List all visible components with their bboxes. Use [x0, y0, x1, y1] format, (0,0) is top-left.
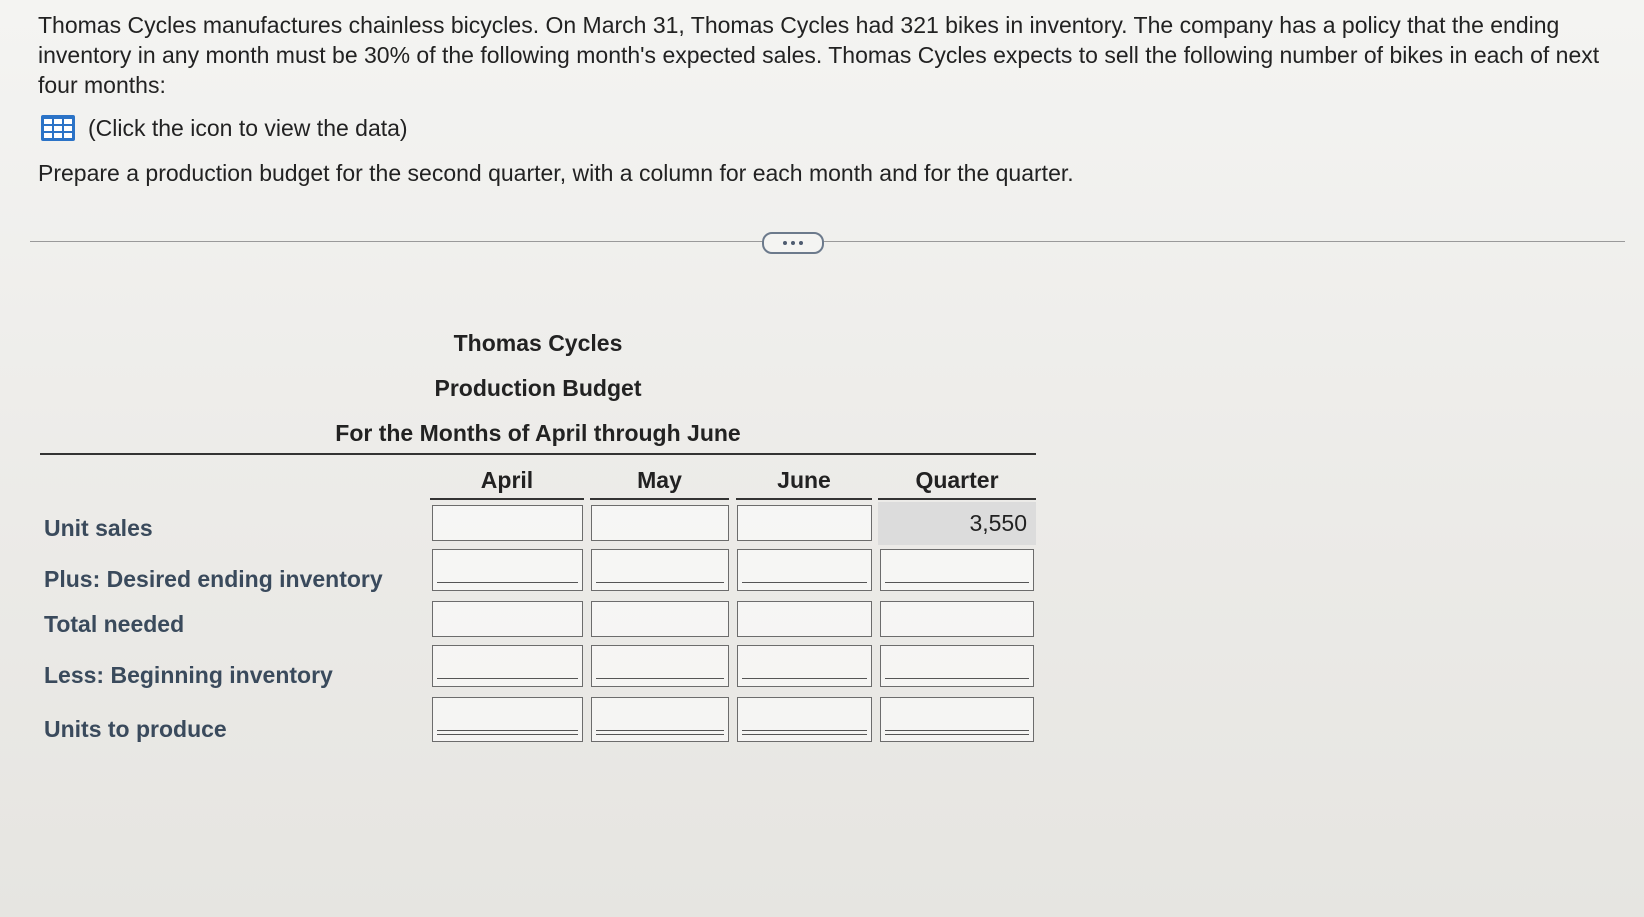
column-header-april: April: [480, 467, 534, 493]
input-ending-inventory-april[interactable]: [432, 549, 583, 591]
row-label-total-needed: Total needed: [44, 611, 185, 637]
input-total-needed-june[interactable]: [737, 601, 872, 637]
input-ending-inventory-june[interactable]: [737, 549, 872, 591]
input-beginning-inventory-april[interactable]: [432, 645, 583, 687]
input-beginning-inventory-quarter[interactable]: [880, 645, 1034, 687]
budget-period: For the Months of April through June: [335, 420, 741, 446]
view-data-link[interactable]: [40, 114, 408, 142]
section-divider: [30, 241, 1625, 242]
input-beginning-inventory-may[interactable]: [591, 645, 729, 687]
row-label-units-to-produce: Units to produce: [44, 716, 227, 742]
budget-company-name: Thomas Cycles: [453, 330, 623, 356]
header-rule: [40, 453, 1036, 455]
row-label-unit-sales: Unit sales: [44, 515, 153, 541]
table-grid-icon[interactable]: [40, 114, 76, 142]
row-label-desired-ending-inventory: Plus: Desired ending inventory: [44, 566, 383, 592]
row-label-beginning-inventory: Less: Beginning inventory: [44, 662, 333, 688]
input-ending-inventory-quarter[interactable]: [880, 549, 1034, 591]
column-header-may: May: [637, 467, 682, 493]
instruction-text: Prepare a production budget for the second quarter, with a column for each month and for the quarter.: [38, 160, 1074, 186]
input-units-to-produce-may[interactable]: [591, 697, 729, 742]
input-total-needed-may[interactable]: [591, 601, 729, 637]
input-total-needed-april[interactable]: [432, 601, 583, 637]
column-underline: [878, 498, 1036, 500]
input-unit-sales-april[interactable]: [432, 505, 583, 541]
column-header-quarter: Quarter: [915, 467, 999, 493]
input-units-to-produce-quarter[interactable]: [880, 697, 1034, 742]
input-unit-sales-may[interactable]: [591, 505, 729, 541]
input-units-to-produce-april[interactable]: [432, 697, 583, 742]
ellipsis-icon: [783, 241, 787, 245]
input-ending-inventory-may[interactable]: [591, 549, 729, 591]
column-underline: [430, 498, 584, 500]
input-units-to-produce-june[interactable]: [737, 697, 872, 742]
input-total-needed-quarter[interactable]: [880, 601, 1034, 637]
input-beginning-inventory-june[interactable]: [737, 645, 872, 687]
budget-title: Production Budget: [434, 375, 642, 401]
column-underline: [590, 498, 729, 500]
column-header-june: June: [777, 467, 831, 493]
input-unit-sales-june[interactable]: [737, 505, 872, 541]
column-underline: [736, 498, 872, 500]
view-data-label[interactable]: (Click the icon to view the data): [88, 114, 408, 141]
quarter-unit-sales-value: 3,550: [878, 502, 1036, 545]
problem-statement: Thomas Cycles manufactures chainless bicycles. On March 31, Thomas Cycles had 321 bikes in inventory. The company has a policy that the ending inventory in any month must be 30% of the following month's expected sales. Thomas Cycles expects to sell the following number of bikes in each of next four months:: [38, 12, 1600, 98]
expand-more-button[interactable]: [762, 232, 824, 254]
